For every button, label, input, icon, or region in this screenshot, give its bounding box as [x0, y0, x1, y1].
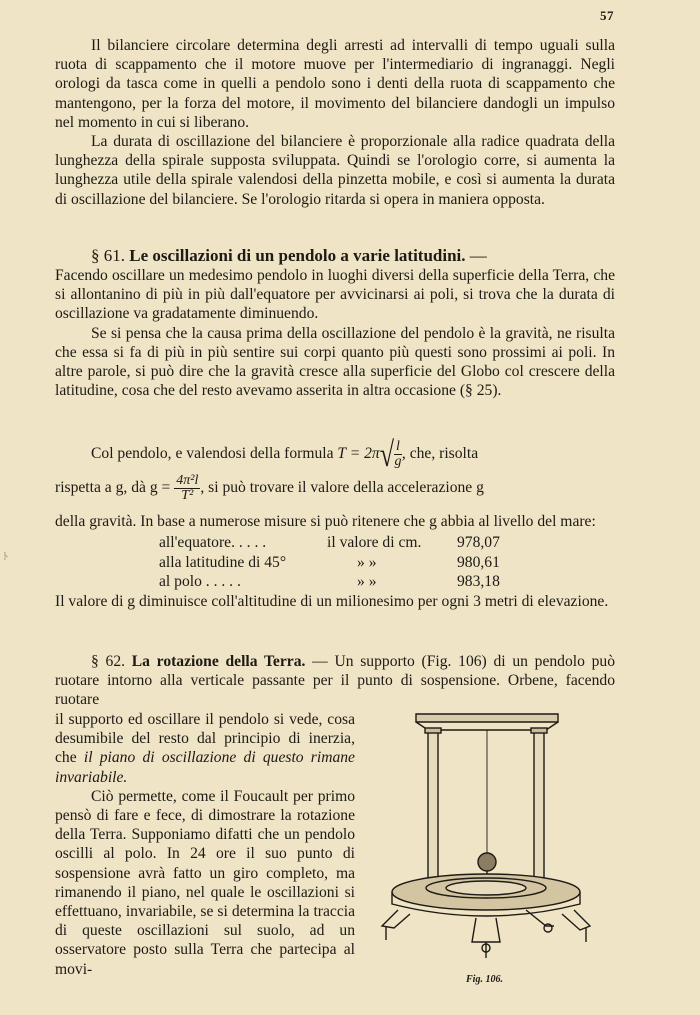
section-62-foucault: Ciò permette, come il Foucault per primo pensò di fare e fece, di dimostrare la rotazione della Terra. Supponiamo difatti che un pendolo oscilli al polo. In 24 ore il suo punto di sospensione avrà fatto un giro completo, ma rimanendo il piano, nel quale le oscillazioni si effettuano, invariabile, se si determina la traccia di queste oscillazioni sul suolo, ad un osservatore posto sulla Terra che partecipa al movi-	[55, 787, 355, 978]
table-row: al polo . . . . . » » 983,18	[159, 573, 500, 591]
formula-line-2: rispetta a g, dà g = $\frac{\text{4π²l}}{\text{T²}}$ , si può trovare il valore della accelerazione g	[55, 473, 484, 503]
paragraph-oscillation-duration: La durata di oscillazione del bilanciere è proporzionale alla radice quadrata della lunghezza della spirale supposta sviluppata. Quindi se l'orologio corre, si aumenta la lunghezza utile della spirale valendosi della pinzetta mobile, e così si aumenta la durata di oscillazione del bilanciere. Se l'orologio ritarda si opera in maniera opposta.	[55, 133, 615, 208]
gravity-table	[55, 533, 615, 592]
formula-line-1: Col pendolo, e valendosi della formula T = 2π√ $\frac{l}{g}$ , che, risolta	[91, 434, 479, 475]
section-62-lead: § 62. La rotazione della Terra. — Un supporto (Fig. 106) di un pendolo può ruotare intorno alla verticale passante per il punto di sospensione. Orbene, facendo ruotare	[55, 653, 616, 709]
fraction-l-over-g: $\frac{l}{g}$	[394, 439, 402, 469]
invariable-plane-italic: il piano di oscillazione di questo rimane invariabile.	[55, 749, 355, 786]
pendulum-apparatus-figure	[376, 704, 600, 974]
section-62-inertia: il supporto ed oscillare il pendolo si vede, cosa desumibile del resto dal principio di inerzia, che il piano di oscillazione di questo rimane invariabile.	[55, 711, 355, 786]
paragraph-balance-wheel: Il bilanciere circolare determina degli arresti ad intervalli di tempo uguali sulla ruota di scappamento che il motore muove per l'intermediario di ingranaggi. Negli orologi da tasca come in quelli a pendolo sono i denti della ruota di scappamento che mantengono, per la forza del motore, il movimento del bilanciere dandogli un impulso nel momento in cui si liberano.	[55, 37, 615, 131]
table-row: all'equatore. . . . . il valore di cm. 978,07	[159, 534, 500, 552]
gravity-values-block	[55, 512, 615, 611]
altitude-note: Il valore di g diminuisce coll'altitudine di un milionesimo per ogni 3 metri di elevazione.	[55, 592, 609, 610]
margin-mark: ﾄ	[3, 552, 8, 563]
section-62-title: La rotazione della Terra.	[131, 653, 306, 670]
section-61-intro: Facendo oscillare un medesimo pendolo in luoghi diversi della superficie della Terra, che si allontanino di più in più dall'equatore per avvicinarsi ai poli, si trova che la durata di oscillazione va gradatamente diminuendo.	[55, 267, 615, 323]
page-number: 57	[600, 8, 614, 23]
section-61-paragraph: Se si pensa che la causa prima della oscillazione del pendolo è la gravità, ne risulta che essa si fa di più in più sentire sui corpi quanto più questi sono prossimi ai poli. In altre parole, si può dire che la gravità cresce alla superficie del Globo col crescere della latitudine, cosa che del resto avevamo asserita in altra occasione (§ 25).	[55, 324, 615, 400]
section-62	[55, 652, 615, 710]
section-61-heading: § 61. Le oscillazioni di un pendolo a varie latitudini. —	[91, 246, 487, 265]
section-61	[55, 246, 615, 400]
section-62-narrow	[55, 710, 355, 979]
sqrt-sign: √	[379, 434, 395, 475]
intro-block	[55, 36, 615, 209]
period-formula: T = 2π	[337, 445, 380, 463]
section-61-title: Le oscillazioni di un pendolo a varie latitudini.	[129, 246, 466, 265]
figure-caption: Fig. 106.	[466, 974, 503, 985]
measure-intro: della gravità. In base a numerose misure si può ritenere che g abbia al livello del mare:	[55, 513, 596, 530]
fraction-g-formula: $\frac{\text{4π²l}}{\text{T²}}$	[176, 473, 199, 503]
table-row: alla latitudine di 45° » » 980,61	[159, 553, 500, 571]
